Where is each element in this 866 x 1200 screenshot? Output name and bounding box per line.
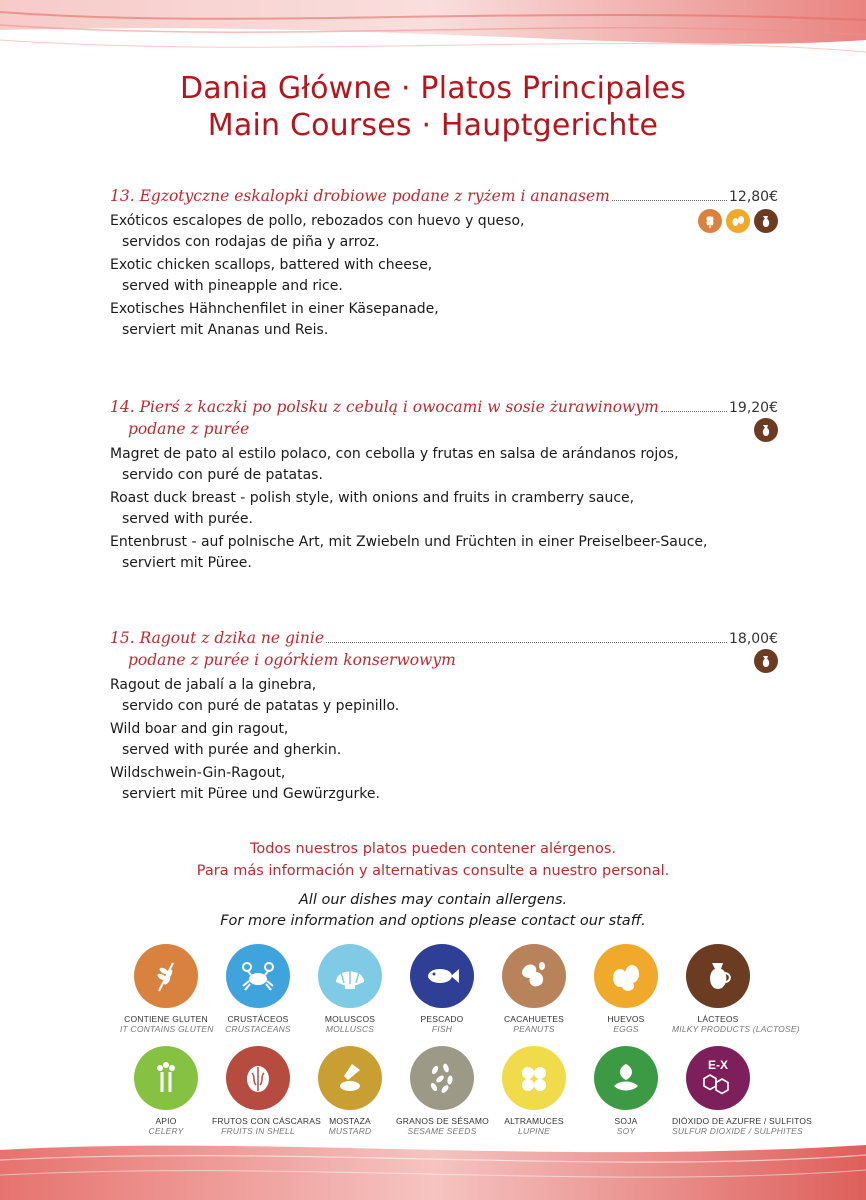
allergen-fish (396, 944, 488, 1034)
leader-dots (326, 641, 727, 643)
allergen-lupine (488, 1046, 580, 1136)
dish-price: 19,20€ (729, 400, 778, 416)
allergen-name-en: CRUSTACEANS (225, 1024, 291, 1034)
title-line-1: Dania Główne · Platos Principales (179, 71, 687, 106)
lupine-icon (502, 1046, 566, 1110)
allergen-name: MOLUSCOS (324, 1014, 376, 1024)
allergen-gluten (120, 944, 212, 1034)
allergen-notice (0, 838, 866, 932)
desc-de-line2: serviert mit Ananas und Reis. (122, 322, 329, 338)
milk-jug-icon (754, 649, 778, 673)
allergen-name-en: MOLLUSCS (325, 1024, 375, 1034)
shell-icon (318, 944, 382, 1008)
milk-jug-icon (754, 209, 778, 233)
dish-price: 12,80€ (729, 189, 778, 205)
crab-icon (226, 944, 290, 1008)
dish-subtitle: podane z purée (128, 420, 250, 438)
allergen-molluscs (304, 944, 396, 1034)
allergen-peanuts (488, 944, 580, 1034)
desc-en-line2: served with purée. (122, 511, 253, 527)
top-wave-decoration (0, 0, 866, 70)
allergen-name: HUEVOS (607, 1014, 645, 1024)
milk-jug-icon (686, 944, 750, 1008)
bottom-wave-decoration (0, 1130, 866, 1200)
allergen-name: GRANOS DE SÉSAMO (396, 1116, 489, 1126)
allergen-soy (580, 1046, 672, 1136)
desc-es-line2: servidos con rodajas de piña y arroz. (122, 234, 380, 250)
dish-item-13 (110, 185, 778, 343)
allergen-mustard (304, 1046, 396, 1136)
celery-icon (134, 1046, 198, 1110)
desc-en-line1: Roast duck breast - polish style, with onions and fruits in cramberry sauce, (110, 490, 635, 506)
desc-de-line1: Entenbrust - auf polnische Art, mit Zwiebeln und Früchten in einer Preiselbeer-Sauce, (110, 534, 708, 550)
title-line-2: Main Courses · Hauptgerichte (207, 108, 659, 143)
allergen-name: CACAHUETES (503, 1014, 565, 1024)
allergen-name: FRUTOS CON CÁSCARAS (212, 1116, 321, 1126)
eggs-icon (594, 944, 658, 1008)
milk-jug-icon (754, 418, 778, 442)
sesame-icon (410, 1046, 474, 1110)
eggs-icon (726, 209, 750, 233)
mustard-icon (318, 1046, 382, 1110)
allergen-name-en: IT CONTAINS GLUTEN (120, 1024, 214, 1034)
desc-en-line2: served with purée and gherkin. (122, 742, 342, 758)
allergen-celery (120, 1046, 212, 1136)
notice-en-line1: All our dishes may contain allergens. (298, 892, 568, 908)
allergen-name: DIÓXIDO DE AZUFRE / SULFITOS (672, 1116, 813, 1126)
allergen-row-2 (120, 1046, 813, 1136)
allergen-legend (120, 944, 813, 1136)
allergen-crustaceans (212, 944, 304, 1034)
desc-es-line2: servido con puré de patatas. (122, 467, 323, 483)
allergen-name-en: MUSTARD (328, 1126, 372, 1136)
desc-en-line2: served with pineapple and rice. (122, 278, 343, 294)
dish-item-14 (110, 396, 778, 576)
allergen-name-en: PEANUTS (513, 1024, 555, 1034)
notice-es-line1: Todos nuestros platos pueden contener alérgenos. (249, 841, 616, 857)
desc-de-line2: serviert mit Püree und Gewürzgurke. (122, 786, 380, 802)
dish-item-15 (110, 627, 778, 807)
allergen-name: LÁCTEOS (697, 1014, 739, 1024)
desc-de-line1: Exotisches Hähnchenfilet in einer Käsepanade, (110, 301, 439, 317)
allergen-name: APIO (155, 1116, 177, 1126)
allergen-name-en: SESAME SEEDS (407, 1126, 477, 1136)
desc-en-line1: Exotic chicken scallops, battered with cheese, (110, 257, 433, 273)
dish-subtitle: podane z purée i ogórkiem konserwowym (128, 651, 456, 669)
allergen-row-1 (120, 944, 800, 1034)
allergen-name-en: FRUITS IN SHELL (221, 1126, 295, 1136)
sulphite-label: E-X (707, 1058, 728, 1072)
allergen-name-en: SULFUR DIOXIDE / SULPHITES (672, 1126, 803, 1136)
desc-es-line1: Exóticos escalopes de pollo, rebozados con huevo y queso, (110, 213, 525, 229)
sulphite-icon (686, 1046, 750, 1110)
page-title (0, 70, 866, 144)
dish-allergen-icons (754, 418, 778, 442)
allergen-name-en: CELERY (148, 1126, 184, 1136)
allergen-name-en: FISH (431, 1024, 453, 1034)
desc-en-line1: Wild boar and gin ragout, (110, 721, 289, 737)
dish-title: 15. Ragout z dzika ne ginie (110, 629, 325, 647)
dish-price: 18,00€ (729, 631, 778, 647)
dish-allergen-icons (698, 209, 778, 233)
dish-description (110, 211, 778, 341)
allergen-name-en: SOY (616, 1126, 636, 1136)
allergen-name: SOJA (614, 1116, 638, 1126)
desc-es-line1: Ragout de jabalí a la ginebra, (110, 677, 317, 693)
allergen-nuts (212, 1046, 321, 1136)
fish-icon (410, 944, 474, 1008)
allergen-name-en: MILKY PRODUCTS (LACTOSE) (672, 1024, 800, 1034)
dish-description (110, 675, 778, 805)
peanut-icon (502, 944, 566, 1008)
allergen-name-en: LUPINE (518, 1126, 550, 1136)
desc-de-line1: Wildschwein-Gin-Ragout, (110, 765, 286, 781)
dish-allergen-icons (754, 649, 778, 673)
leader-dots (612, 199, 727, 201)
notice-en-line2: For more information and options please contact our staff. (220, 913, 646, 929)
wheat-icon (134, 944, 198, 1008)
desc-es-line1: Magret de pato al estilo polaco, con cebolla y frutas en salsa de arándanos rojos, (110, 446, 679, 462)
leader-dots (661, 410, 727, 412)
allergen-name: CRUSTÁCEOS (227, 1014, 289, 1024)
notice-es-line2: Para más información y alternativas consulte a nuestro personal. (196, 863, 670, 879)
soy-icon (594, 1046, 658, 1110)
allergen-name: PESCADO (420, 1014, 464, 1024)
allergen-sesame (396, 1046, 488, 1136)
walnut-icon (226, 1046, 290, 1110)
allergen-name: ALTRAMUCES (504, 1116, 564, 1126)
dish-title: 14. Pierś z kaczki po polsku z cebulą i owocami w sosie żurawinowym (110, 398, 659, 416)
allergen-sulphites (672, 1046, 813, 1136)
dish-title: 13. Egzotyczne eskalopki drobiowe podane z ryżem i ananasem (110, 187, 610, 205)
allergen-name: CONTIENE GLUTEN (124, 1014, 208, 1024)
allergen-name: MOSTAZA (329, 1116, 371, 1126)
allergen-name-en: EGGS (613, 1024, 639, 1034)
desc-es-line2: servido con puré de patatas y pepinillo. (122, 698, 400, 714)
allergen-eggs (580, 944, 672, 1034)
allergen-milk (672, 944, 800, 1034)
desc-de-line2: serviert mit Püree. (122, 555, 252, 571)
dish-description (110, 444, 778, 574)
wheat-icon (698, 209, 722, 233)
